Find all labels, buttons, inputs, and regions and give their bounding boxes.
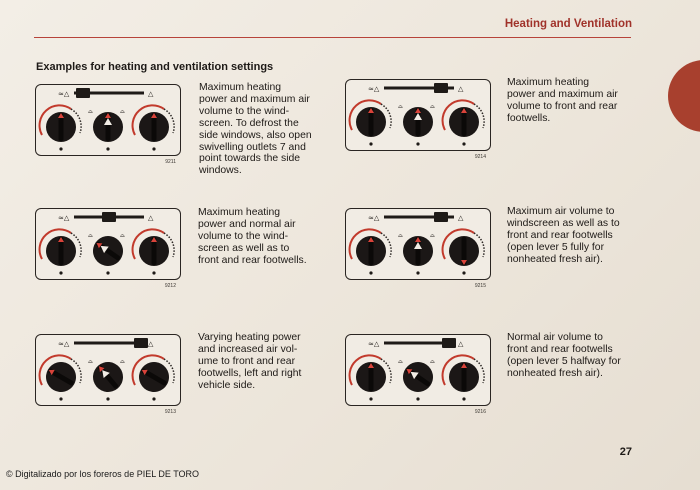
- heater-controls-drawing: [36, 335, 182, 407]
- temperature-knob: [356, 362, 386, 392]
- footwell-icon: ⌓: [430, 358, 435, 365]
- figure-number: 9216: [474, 409, 486, 415]
- air-distribution-knob: [93, 112, 123, 142]
- fresh-air-icon: △: [148, 90, 154, 98]
- slider-lever: [76, 88, 90, 98]
- temperature-knob: [356, 107, 386, 137]
- temperature-knob: [449, 107, 479, 137]
- temperature-knob: [134, 357, 175, 398]
- temperature-knob: [41, 357, 82, 398]
- heater-controls-drawing: [36, 85, 182, 157]
- page-header-title: Heating and Ventilation: [504, 18, 632, 30]
- knob-detent-dot: [106, 271, 109, 274]
- air-symbol-icon: ≈△: [368, 214, 380, 222]
- footwell-icon: ⌓: [120, 232, 125, 239]
- temperature-knob: [139, 112, 169, 142]
- example-caption: Maximum heating power and maximum air volume to the wind- screen. To defrost the side windows, also open swivelling outlets 7 and point towards the side windows.: [199, 82, 312, 177]
- figure-number: 9214: [474, 154, 486, 160]
- footwell-icon: ⌓: [430, 103, 435, 110]
- slider-lever: [102, 212, 116, 222]
- heater-controls-drawing: [346, 335, 492, 407]
- fresh-air-icon: △: [458, 85, 464, 93]
- control-panel-illustration: [345, 208, 491, 289]
- footwell-icon: ⌓: [120, 358, 125, 365]
- figure-number: 9212: [164, 283, 176, 289]
- example-caption: Varying heating power and increased air vol- ume to front and rear footwells, left and right vehicle side.: [198, 332, 302, 391]
- control-panel-illustration: [345, 334, 491, 415]
- air-symbol-icon: ≈△: [58, 340, 70, 348]
- heater-controls-drawing: [36, 209, 182, 281]
- slider-lever: [442, 338, 456, 348]
- knob-detent-dot: [59, 147, 62, 150]
- knob-detent-dot: [369, 142, 372, 145]
- control-panel-illustration: [35, 208, 181, 289]
- knob-detent-dot: [152, 271, 155, 274]
- page-number: 27: [619, 446, 632, 458]
- temperature-knob: [449, 362, 479, 392]
- knob-detent-dot: [369, 271, 372, 274]
- slider-lever: [434, 83, 448, 93]
- heater-controls-drawing: [346, 209, 492, 281]
- fresh-air-icon: △: [458, 214, 464, 222]
- footwell-icon: ⌓: [120, 108, 125, 115]
- windscreen-icon: ⌓: [88, 108, 93, 115]
- header-rule: [34, 37, 631, 38]
- figure-number: 9211: [165, 159, 176, 165]
- windscreen-icon: ⌓: [398, 358, 403, 365]
- example-caption: Maximum heating power and maximum air volume to front and rear footwells.: [507, 77, 618, 124]
- temperature-knob: [449, 236, 479, 266]
- slider-lever: [134, 338, 148, 348]
- example-caption: Maximum air volume to windscreen as well as to front and rear footwells (open lever 5 fully for nonheated fresh air).: [507, 206, 620, 265]
- windscreen-icon: ⌓: [398, 232, 403, 239]
- control-panel-illustration: [35, 84, 181, 165]
- knob-detent-dot: [462, 142, 465, 145]
- windscreen-icon: ⌓: [398, 103, 403, 110]
- knob-detent-dot: [152, 147, 155, 150]
- air-symbol-icon: ≈△: [58, 214, 70, 222]
- figure-number: 9215: [474, 283, 486, 289]
- windscreen-icon: ⌓: [88, 232, 93, 239]
- temperature-knob: [46, 112, 76, 142]
- air-symbol-icon: ≈△: [368, 85, 380, 93]
- fresh-air-icon: △: [148, 340, 154, 348]
- fresh-air-icon: △: [148, 214, 154, 222]
- temperature-knob: [139, 236, 169, 266]
- example-caption: Normal air volume to front and rear footwells (open lever 5 halfway for nonheated fresh air).: [507, 332, 621, 379]
- knob-detent-dot: [416, 271, 419, 274]
- control-panel-illustration: [35, 334, 181, 415]
- air-distribution-knob: [403, 236, 433, 266]
- air-symbol-icon: ≈△: [58, 90, 70, 98]
- knob-detent-dot: [59, 271, 62, 274]
- air-symbol-icon: ≈△: [368, 340, 380, 348]
- temperature-knob: [46, 236, 76, 266]
- knob-detent-dot: [152, 397, 155, 400]
- footwell-icon: ⌓: [430, 232, 435, 239]
- knob-detent-dot: [369, 397, 372, 400]
- knob-detent-dot: [416, 142, 419, 145]
- figure-number: 9213: [164, 409, 176, 415]
- fresh-air-icon: △: [458, 340, 464, 348]
- air-distribution-knob: [403, 107, 433, 137]
- example-caption: Maximum heating power and normal air volume to the wind- screen as well as to front and rear footwells.: [198, 207, 307, 266]
- section-heading: Examples for heating and ventilation settings: [36, 61, 274, 73]
- windscreen-icon: ⌓: [88, 358, 93, 365]
- temperature-knob: [356, 236, 386, 266]
- knob-detent-dot: [462, 271, 465, 274]
- scan-credit: © Digitalizado por los foreros de PIEL DE TORO: [6, 469, 200, 479]
- heater-controls-drawing: [346, 80, 492, 152]
- knob-detent-dot: [106, 147, 109, 150]
- knob-detent-dot: [59, 397, 62, 400]
- knob-detent-dot: [462, 397, 465, 400]
- control-panel-illustration: [345, 79, 491, 160]
- section-tab-marker: [668, 60, 700, 132]
- knob-detent-dot: [106, 397, 109, 400]
- slider-lever: [434, 212, 448, 222]
- knob-detent-dot: [416, 397, 419, 400]
